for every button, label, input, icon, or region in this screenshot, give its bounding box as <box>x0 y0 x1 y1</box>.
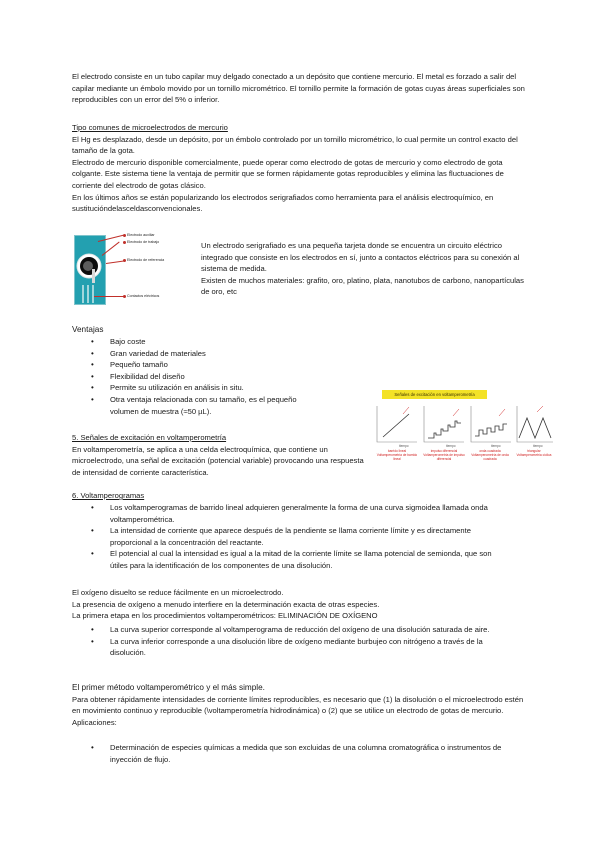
contacts-lines-icon <box>80 285 100 305</box>
time-caption: tiempo <box>533 444 543 448</box>
ventajas-heading-block <box>72 324 530 336</box>
pulse-wave <box>428 421 461 438</box>
linear-sweep-wave <box>383 414 409 437</box>
voltamperogramas-list <box>91 502 511 572</box>
label-electrodo-trabajo: Electrodo de trabajo <box>127 240 160 244</box>
list-item: • Permite su utilización en análisis in situ. <box>91 382 317 394</box>
panel-caption <box>512 449 556 457</box>
label-electrodo-referencia: Electrodo de referencia <box>127 258 165 262</box>
panel-name: barrido lineal <box>387 449 407 453</box>
time-caption: tiempo <box>399 444 409 448</box>
list-item: • El potencial al cual la intensidad es igual a la mitad de la corriente límite se llama potencial de semionda, que son útiles para la identificación de los componentes de una disolución. <box>91 548 511 571</box>
serigrafiado-p2: Existen de muchos materiales: grafito, oro, platino, plata, nanotubos de carbono, nanopartículas de oro, etc <box>201 275 524 297</box>
tipos-section <box>72 122 530 215</box>
serigrafiado-section <box>201 240 531 298</box>
panel-sub: Voltamperometría de impulso diferencial <box>423 453 465 461</box>
senales-text: En voltamperometría, se aplica a una celda electroquímica, que contiene un microelectrodo, una señal de excitación (potencial variable) provocando una respuesta de intensidad de corriente característica. <box>72 444 364 477</box>
ventajas-list <box>91 336 317 417</box>
label-electrodo-auxiliar: Electrodo auxiliar <box>127 233 155 237</box>
panel-sub: Voltamperometría de onda cuadrada <box>471 453 509 461</box>
panel-name: triangular <box>527 449 541 453</box>
list-item: • Otra ventaja relacionada con su tamaño, es el pequeño volumen de muestra (≈50 µL). <box>91 394 317 417</box>
panel-name: impulso diferencial <box>430 449 458 453</box>
metodo-heading: El primer método voltamperométrico y el más simple. <box>72 683 265 692</box>
aplicaciones-list <box>91 742 515 765</box>
oxigeno-section <box>72 587 530 622</box>
tipos-p3: En los últimos años se están popularizando los electrodos serigrafiados como herramienta para el análisis electroquímico, en sustitucióndelasceldasconvencionales. <box>72 192 494 214</box>
pointer-dot <box>123 241 126 244</box>
tipos-p2: Electrodo de mercurio disponible comercialmente, puede operar como electrodo de gotas de mercurio y como electrodo de gota colgante. Este sistema tiene la ventaja de permitir que se formen rápidamente gotas reproducibles y elimina las fluctuaciones de corriente del electrodo de gotas clásico. <box>72 157 504 190</box>
oxigeno-l3: La primera etapa en los procedimientos voltamperométricos: ELIMINACIÓN DE OXÍGENO <box>72 611 378 621</box>
serigrafiado-p1: Un electrodo serigrafiado es una pequeña tarjeta donde se encuentra un circuito eléctrico integrado que consiste en los electrodos en sí, junto a contactos eléctricos para su conexión al sistema de medida. <box>201 241 520 274</box>
excitation-signals-chart <box>373 390 555 460</box>
list-item: • La curva inferior corresponde a una disolución libre de oxígeno mediante burbujeo con nitrógeno a través de la disolución. <box>91 636 511 659</box>
electrode-figure <box>72 233 200 309</box>
voltamperogramas-heading: 6. Voltamperogramas <box>72 491 145 500</box>
leader-line-contactos <box>94 296 124 297</box>
oxigeno-l2: La presencia de oxígeno a menudo interfiere en la determinación exacta de otras especies. <box>72 599 380 609</box>
panel-caption <box>422 449 466 461</box>
panel-sub: Voltamperometría de barrido lineal <box>376 453 418 461</box>
list-item: • Pequeño tamaño <box>91 359 317 371</box>
ventajas-heading: Ventajas <box>72 325 104 334</box>
panel-caption <box>375 449 419 461</box>
oxigeno-l1: El oxígeno disuelto se reduce fácilmente en un microelectrodo. <box>72 588 284 597</box>
leader-line-referencia <box>106 260 124 263</box>
intro-paragraph: El electrodo consiste en un tubo capilar muy delgado conectado a un depósito que contiene mercurio. El metal es forzado a salir del capilar mediante un émbolo movido por un tornillo micrométrico. El tornillo permite la formación de gotas cuyas áreas superficiales son reproducibles con un error del 5% o inferior. <box>72 72 525 105</box>
triangular-wave <box>519 418 551 438</box>
panel-sub: Voltamperometría cíclica <box>516 453 552 457</box>
senales-section <box>72 432 364 478</box>
pointer-dot <box>123 295 126 298</box>
senales-heading: 5. Señales de excitación en voltamperometría <box>72 433 227 442</box>
list-item: • La intensidad de corriente que aparece después de la pendiente se llama corriente límite y es directamente proporcional a la concentración del reactante. <box>91 525 511 548</box>
list-item: • Flexibilidad del diseño <box>91 371 317 383</box>
time-caption: tiempo <box>446 444 456 448</box>
panel-caption <box>468 449 512 461</box>
label-contactos-electricos: Contactos eléctricos <box>127 294 160 298</box>
pointer-dot <box>123 259 126 262</box>
tipos-p1: El Hg es desplazado, desde un depósito, por un émbolo controlado por un tornillo micrométrico, lo cual permite un control exacto del tamaño de la gota. <box>72 134 518 156</box>
metodo-text: Para obtener rápidamente intensidades de corriente límites reproducibles, es necesario que (1) la disolución o el microelectrodo estén en movimiento continuo y reproducible (\voltamperometría hidrodinámica) o (2) que se utilice un electrodo de gotas de mercurio. <box>72 694 524 716</box>
tipos-heading: Tipo comunes de microelectrodos de mercurio <box>72 123 228 132</box>
square-wave <box>475 424 507 436</box>
time-caption: tiempo <box>491 444 501 448</box>
list-item: • Determinación de especies químicas a medida que son excluidas de una columna cromatográfica o instrumentos de inyección de flujo. <box>91 742 515 765</box>
list-item: • Gran variedad de materiales <box>91 348 317 360</box>
chart-title: Señales de excitación en voltamperometría <box>382 390 487 399</box>
list-item: • Bajo coste <box>91 336 317 348</box>
pointer-dot <box>123 234 126 237</box>
metodo-section <box>72 682 532 728</box>
list-item: • Los voltamperogramas de barrido lineal adquieren generalmente la forma de una curva sigmoidea llamada onda voltamperométrica. <box>91 502 511 525</box>
oxigeno-list <box>91 624 511 659</box>
aplicaciones-label: Aplicaciones: <box>72 717 117 727</box>
panel-name: onda cuadrada <box>479 449 501 453</box>
voltamperogramas-heading-block <box>72 490 530 502</box>
list-item: • La curva superior corresponde al voltamperograma de reducción del oxígeno de una disolución saturada de aire. <box>91 624 511 636</box>
